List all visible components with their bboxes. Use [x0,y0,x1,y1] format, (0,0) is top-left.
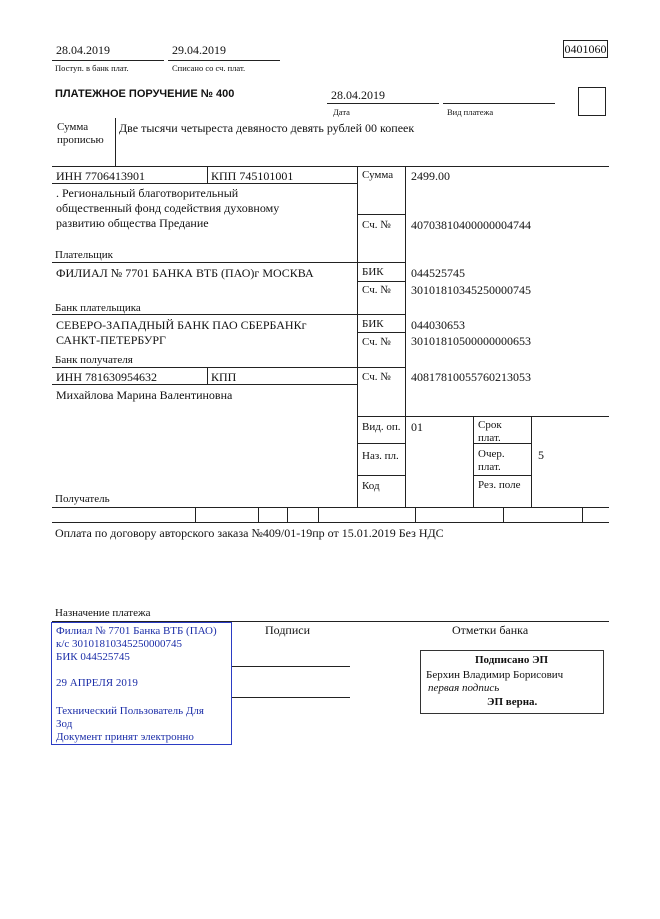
form-code: 0401060 [564,42,607,56]
payer-bank-name: ФИЛИАЛ № 7701 БАНКА ВТБ (ПАО)г МОСКВА [56,266,314,280]
bank-stamp-line-3: БИК 044525745 [56,651,130,663]
payee-account: 40817810055760213053 [411,370,531,384]
payee-bank-corr-label: Сч. № [362,336,391,348]
reserve-field-label: Рез. поле [478,479,521,491]
payer-name-line-2: общественный фонд содействия духовному [56,201,280,215]
payer-bank-corr-label: Сч. № [362,284,391,296]
payer-bottom-line [52,262,405,263]
code-label: Код [362,480,380,492]
bank-stamp-date: 29 АПРЕЛЯ 2019 [56,677,138,689]
bank-stamp-line-2: к/с 30101810345250000745 [56,638,183,650]
payee-account-bottom-line [357,416,609,417]
debited-date-label: Списано со сч. плат. [172,63,246,73]
op-type-value: 01 [411,420,423,434]
signature-line-2 [232,697,350,698]
payer-bank-bottom-line [52,314,405,315]
payee-kpp: КПП [211,370,237,384]
e-signature-valid: ЭП верна. [487,696,538,708]
payee-bottom-line [52,507,609,508]
document-date-label: Дата [333,107,350,117]
purpose-code-bottom-line [357,475,405,476]
queue-bottom-line [473,475,531,476]
payer-bank-corr-account: 30101810345250000745 [411,283,531,297]
payee-name: Михайлова Марина Валентиновна [56,388,233,402]
sum-label: Сумма [362,169,394,181]
tax-field-divider-2 [258,507,259,522]
payer-bank-bik: 044525745 [411,266,465,280]
bank-stamp-user-line-2: Зод [56,718,73,730]
payee-bank-name-line-2: САНКТ-ПЕТЕРБУРГ [56,333,166,347]
payee-bank-bik: 044030653 [411,318,465,332]
tax-fields-bottom-line [52,522,609,523]
form-code-box [563,40,608,58]
page-title: ПЛАТЕЖНОЕ ПОРУЧЕНИЕ № 400 [55,88,235,100]
payer-bank-label: Банк плательщика [55,302,141,314]
received-date: 28.04.2019 [56,43,110,57]
sum-value: 2499.00 [411,169,450,183]
bank-stamp-user-line-1: Технический Пользователь Для [56,705,204,717]
tax-field-divider-4 [318,507,319,522]
debited-date-line [168,60,280,61]
payer-label: Плательщик [55,249,113,261]
tax-field-divider-5 [415,507,416,522]
bank-marks-label: Отметки банка [452,623,529,637]
term-label-1: Срок [478,419,502,431]
bank-stamp-accepted: Документ принят электронно [56,731,194,743]
op-type-bottom-line [357,443,405,444]
queue-value: 5 [538,448,544,462]
sum-row-bottom-line [357,214,405,215]
payee-label: Получатель [55,493,110,505]
purpose-label: Назначение платежа [55,607,151,619]
payer-bank-bik-label: БИК [362,266,384,278]
label-column-right-line [405,166,406,507]
e-signature-type: первая подпись [428,682,500,694]
purpose-code-label: Наз. пл. [362,450,399,462]
inn-kpp-divider [207,166,208,183]
label-column-left-line [357,166,358,507]
tax-field-divider-7 [582,507,583,522]
e-signature-title: Подписано ЭП [475,654,549,666]
purpose-text: Оплата по договору авторского заказа №409/01-19пр от 15.01.2019 Без НДС [55,526,444,540]
payee-bank-bik-label: БИК [362,318,384,330]
amount-words-bottom-line [52,166,609,167]
debited-date: 29.04.2019 [172,43,226,57]
payer-account: 40703810400000004744 [411,218,531,232]
payee-bank-name-line-1: СЕВЕРО-ЗАПАДНЫЙ БАНК ПАО СБЕРБАНКг [56,318,307,332]
op-type-label: Вид. оп. [362,421,401,433]
document-date-line [327,103,439,104]
payee-inn: ИНН 781630954632 [56,370,157,384]
bank-stamp-line-1: Филиал № 7701 Банка ВТБ (ПАО) [56,625,217,637]
status-box [578,87,606,116]
queue-label-1: Очер. [478,448,505,460]
amount-words-divider [115,118,116,166]
signature-line-1 [232,666,350,667]
payee-bank-bottom-line [52,367,405,368]
payer-bank-bik-line [357,281,405,282]
document-date: 28.04.2019 [331,88,385,102]
received-date-label: Поступ. в банк плат. [55,63,129,73]
payer-account-label: Сч. № [362,219,391,231]
payer-name-line-1: . Региональный благотворительный [56,186,239,200]
amount-words-label-1: Сумма [57,121,89,133]
payer-kpp: КПП 745101001 [211,169,294,183]
term-label-2: плат. [478,432,501,444]
payee-bank-corr-account: 30101810500000000653 [411,334,531,348]
signatures-label: Подписи [265,623,311,637]
received-date-line [52,60,164,61]
payee-bank-bik-line [357,332,405,333]
tax-field-divider-3 [287,507,288,522]
amount-words: Две тысячи четыреста девяносто девять рублей 00 копеек [119,121,415,135]
term-column-right-line [531,416,532,507]
payment-type-line [443,103,555,104]
payer-inn: ИНН 7706413901 [56,169,145,183]
payee-inn-kpp-divider [207,367,208,384]
term-column-left-line [473,416,474,507]
amount-words-label-2: прописью [57,134,104,146]
payee-account-label: Сч. № [362,371,391,383]
tax-field-divider-1 [195,507,196,522]
queue-label-2: плат. [478,461,501,473]
e-signature-signer: Берхин Владимир Борисович [426,669,564,681]
payee-bank-label: Банк получателя [55,354,133,366]
tax-field-divider-6 [503,507,504,522]
payment-type-label: Вид платежа [447,107,494,117]
payer-name-line-3: развитию общества Предание [56,216,209,230]
